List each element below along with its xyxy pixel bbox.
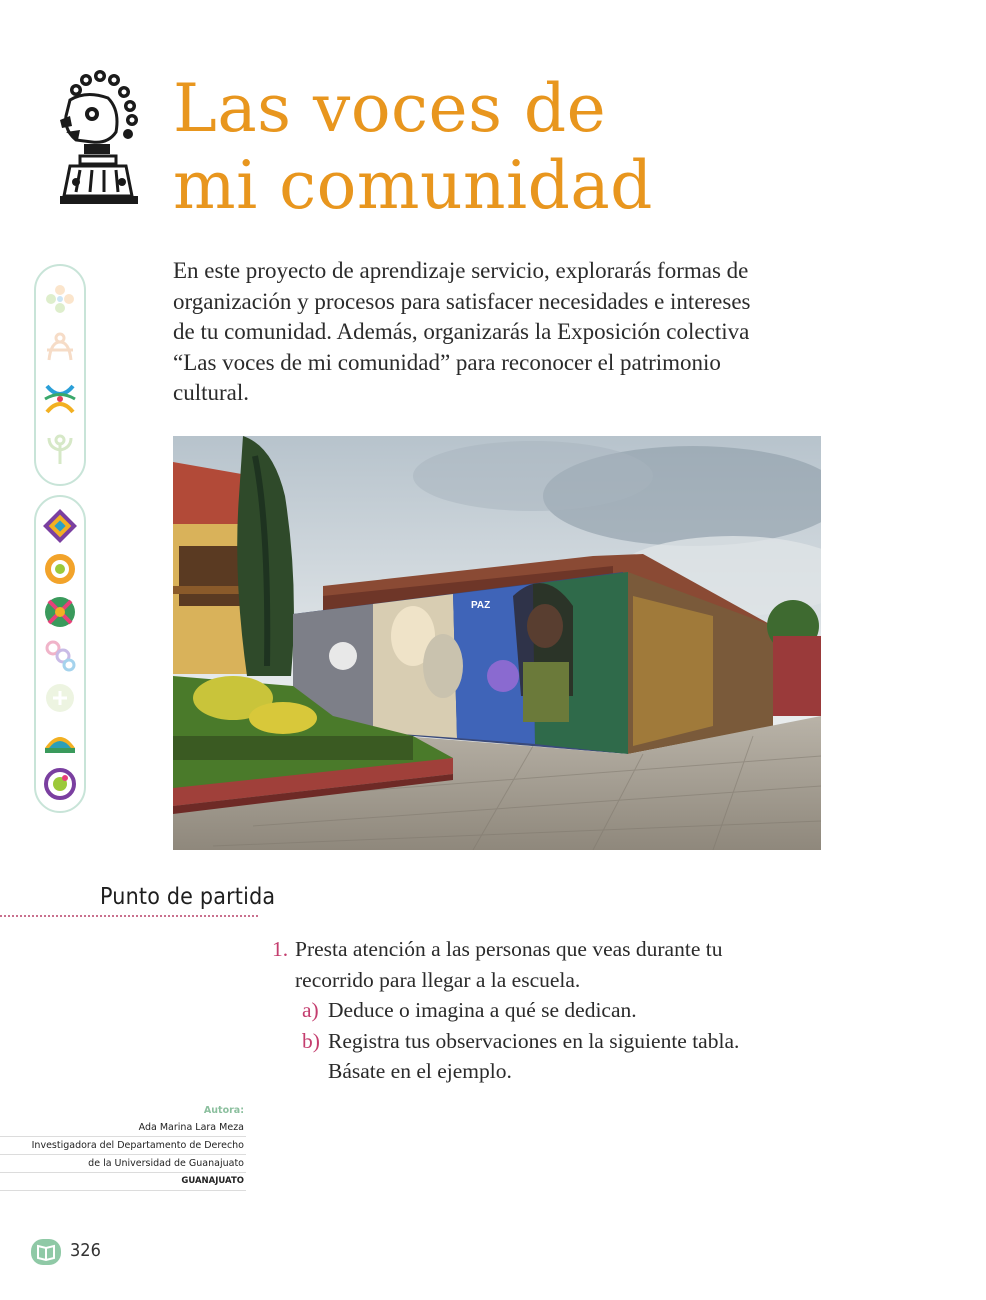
- item-1-line-2: recorrido para llegar a la escuela.: [295, 967, 581, 992]
- activity-subitem-a: [272, 995, 792, 1026]
- section-heading: Punto de partida: [100, 884, 276, 910]
- subitem-a-text: Deduce o imagina a qué se dedican.: [328, 998, 637, 1022]
- eje-icon-6[interactable]: [41, 722, 79, 760]
- activity-list: [272, 934, 792, 1087]
- item-number: 1.: [272, 937, 289, 961]
- page-number: 326: [70, 1240, 101, 1261]
- section-divider: [0, 915, 258, 917]
- author-state: GUANAJUATO: [0, 1173, 246, 1191]
- eje-icon-4[interactable]: [41, 636, 79, 674]
- campo-icon-2[interactable]: [41, 330, 79, 368]
- title-line-1: Las voces de: [173, 70, 607, 147]
- author-credits: [0, 1102, 246, 1191]
- author-name: Ada Marina Lara Meza: [0, 1119, 246, 1137]
- campo-icon-3-active[interactable]: [41, 380, 79, 418]
- activity-item-1: [272, 934, 792, 995]
- eje-icon-2[interactable]: [41, 550, 79, 588]
- author-role-line-2: de la Universidad de Guanajuato: [0, 1155, 246, 1173]
- subitem-b-label: b): [302, 1028, 320, 1053]
- eje-icon-7[interactable]: [41, 765, 79, 803]
- mural-paz-text: PAZ: [471, 600, 491, 611]
- eje-icon-1[interactable]: [41, 507, 79, 545]
- item-1-line-1: Presta atención a las personas que veas durante tu: [295, 937, 723, 961]
- eje-icon-5[interactable]: [41, 679, 79, 717]
- activity-subitem-b: [272, 1026, 792, 1087]
- intro-paragraph: En este proyecto de aprendizaje servicio, explorarás formas de organización y procesos para satisfacer necesidades e intereses de tu comunidad. Además, organizarás la Exposición colectiva “Las voces de mi comunidad” para reconocer el patrimonio cultural.: [173, 258, 751, 405]
- eje-icon-3[interactable]: [41, 593, 79, 631]
- author-role-line-1: Investigadora del Departamento de Derecho: [0, 1137, 246, 1155]
- book-badge-icon: [30, 1238, 62, 1266]
- subitem-a-label: a): [302, 998, 319, 1022]
- page-title: [173, 70, 653, 224]
- sidebar-campos: [34, 264, 86, 486]
- subitem-b-line-2: Básate en el ejemplo.: [328, 1059, 512, 1083]
- sidebar-ejes: [34, 495, 86, 813]
- community-mural-photo: [173, 436, 821, 850]
- title-line-2: mi comunidad: [173, 147, 653, 224]
- aztec-glyph-icon: [56, 70, 142, 206]
- credits-label: Autora:: [203, 1105, 244, 1116]
- campo-icon-4[interactable]: [41, 430, 79, 468]
- subitem-b-line-1: Registra tus observaciones en la siguiente tabla.: [328, 1028, 740, 1053]
- campo-icon-1[interactable]: [41, 280, 79, 318]
